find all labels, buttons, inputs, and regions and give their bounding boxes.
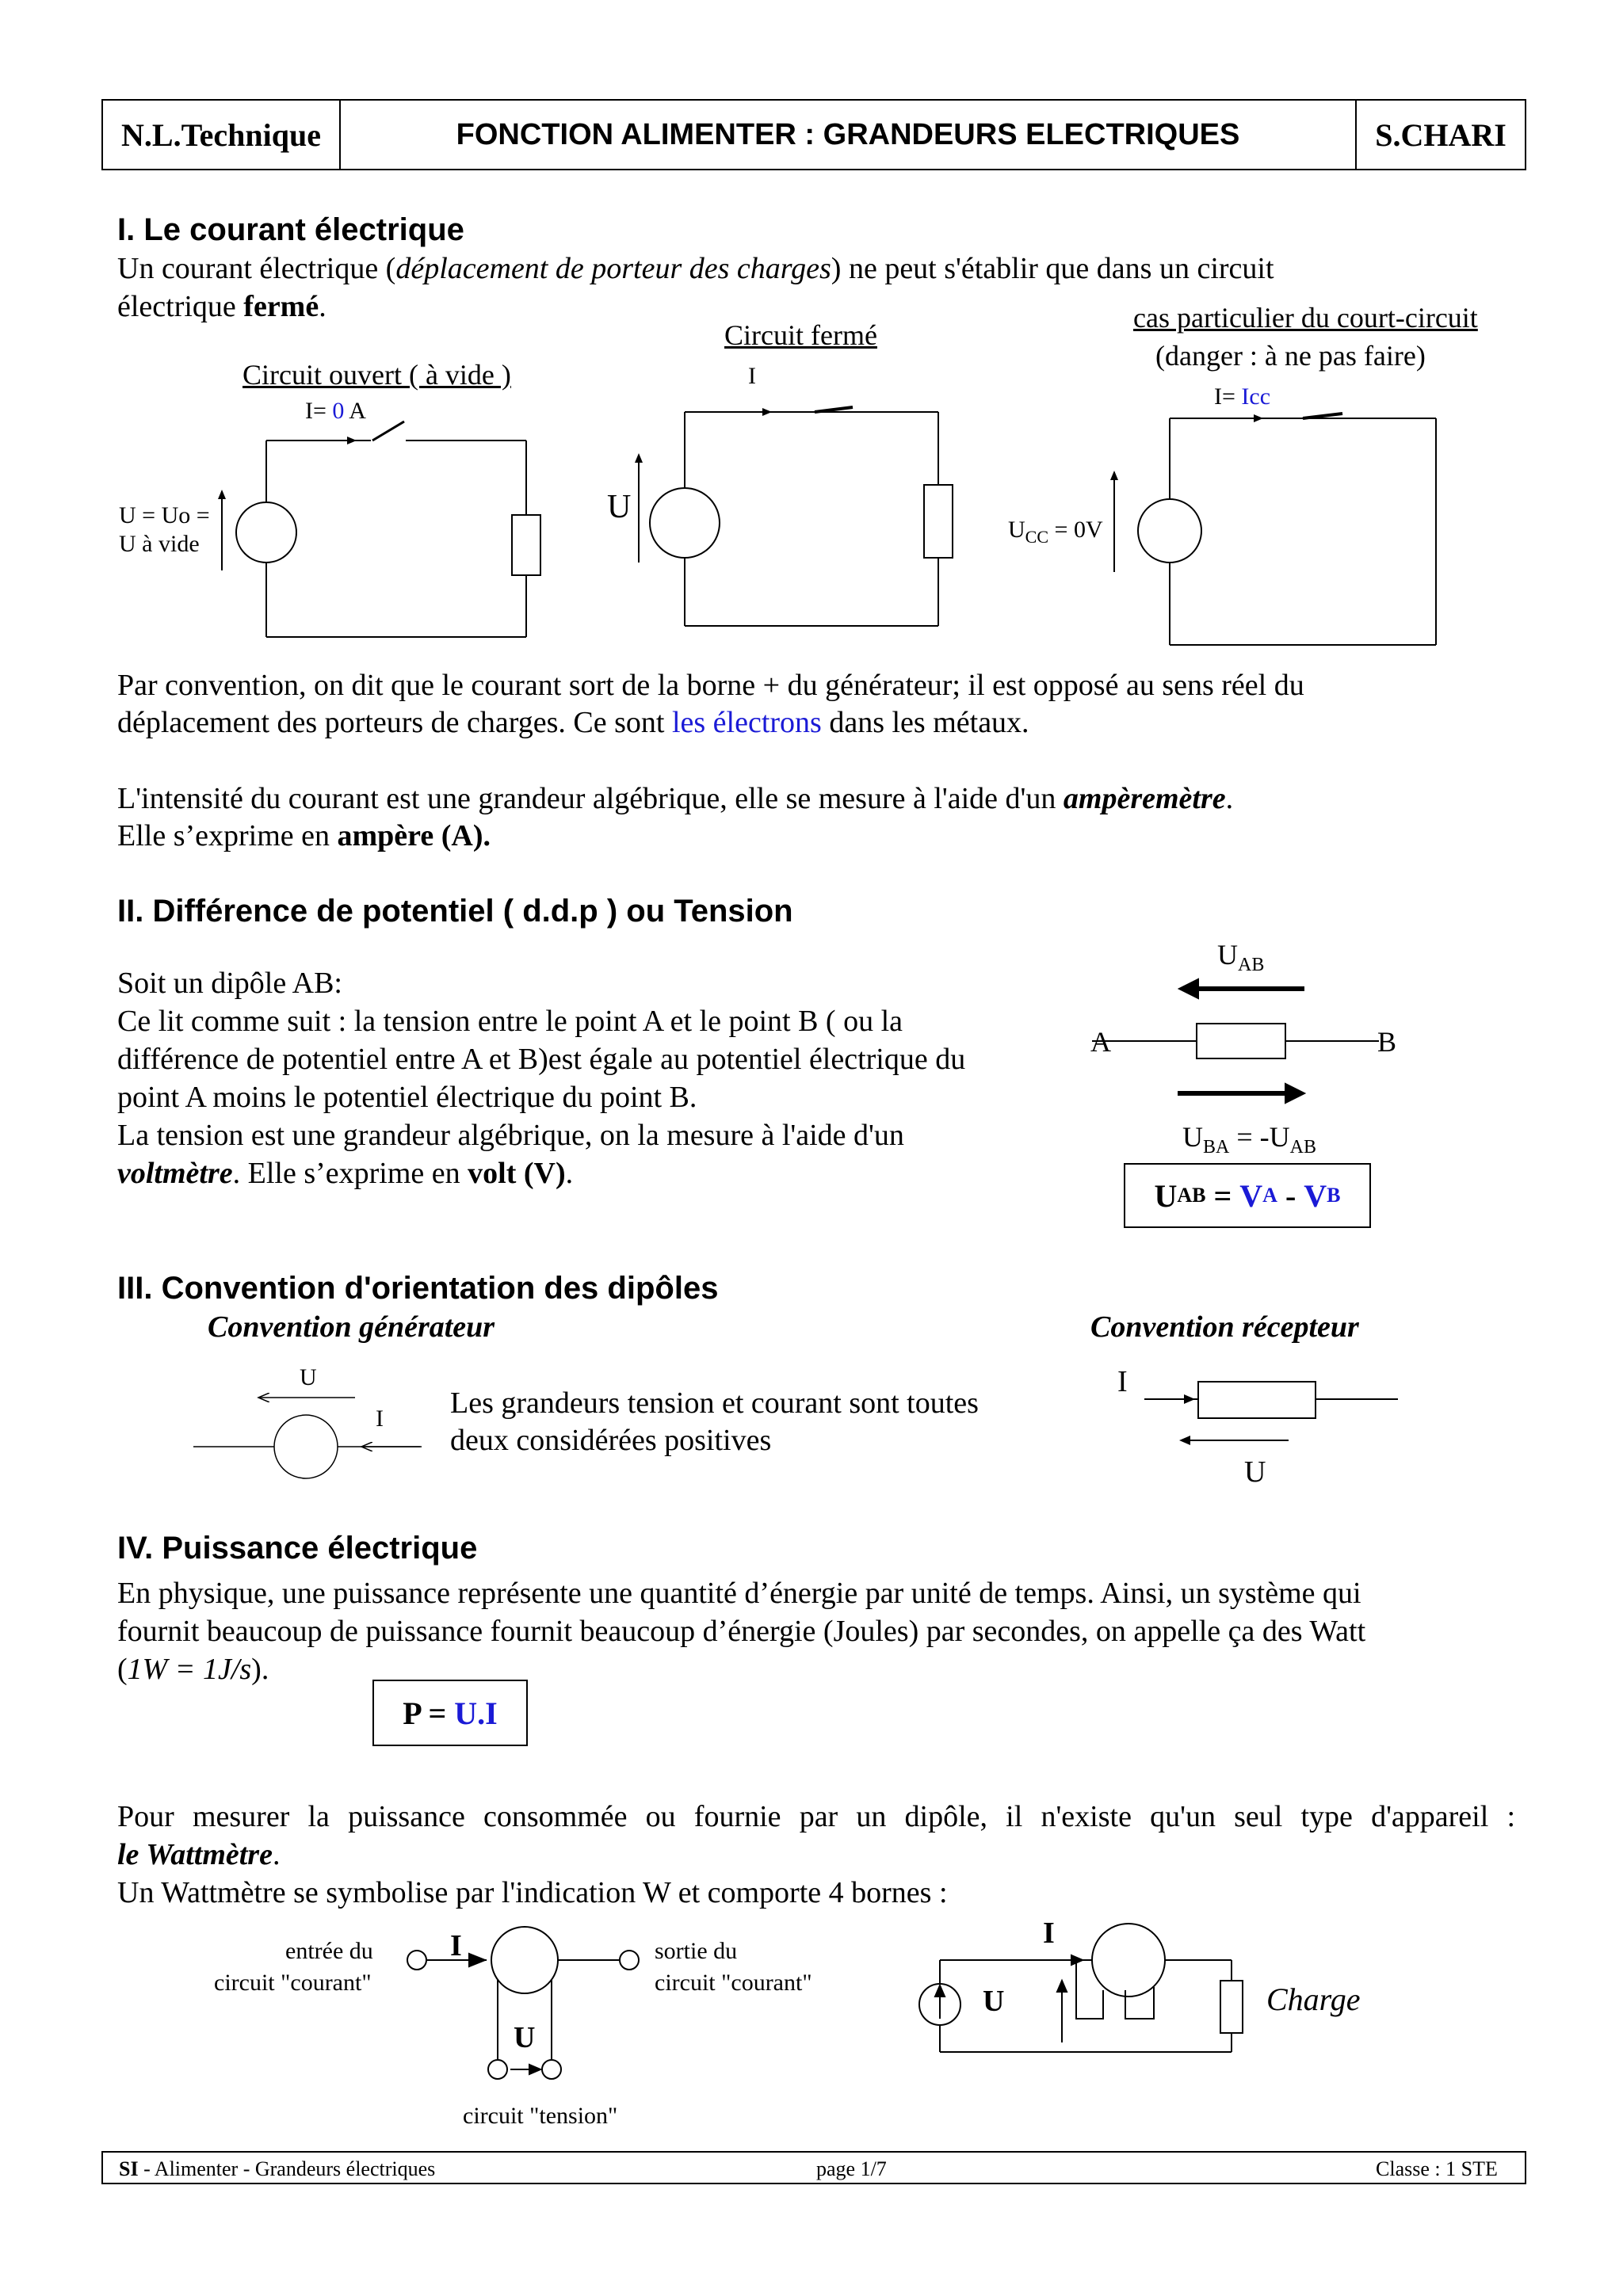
point-a-label: A (1090, 1026, 1111, 1058)
text: . (1225, 782, 1234, 815)
text: U (1182, 1121, 1203, 1153)
section3-title: III. Convention d'orientation des dipôles (117, 1271, 719, 1306)
section2-line5: La tension est une grandeur algébrique, on la mesure à l'aide d'un (117, 1119, 904, 1152)
header-title: FONCTION ALIMENTER : GRANDEURS ELECTRIQUES (456, 117, 1240, 151)
text-blue: V (1304, 1177, 1327, 1214)
text: dans les métaux. (821, 706, 1029, 739)
convention-recepteur-title: Convention récepteur (1090, 1310, 1359, 1344)
section2-line1: Soit un dipôle AB: (117, 967, 342, 1000)
header-school: N.L.Technique (103, 101, 341, 169)
text: Elle s’exprime en (117, 819, 338, 852)
watt-out-line1: sortie du (655, 1938, 738, 1964)
rec-i-label: I (1117, 1365, 1128, 1398)
text: déplacement des porteurs de charges. Ce sont (117, 706, 672, 739)
circuit-open-voltage-line2: U à vide (119, 531, 200, 557)
circuit-open-voltage-line1: U = Uo = (119, 502, 210, 528)
section4-line1: En physique, une puissance représente une quantité d’énergie par unité de temps. Ainsi, un système qui (117, 1577, 1361, 1610)
text: = (1205, 1177, 1240, 1214)
circuit-short-warning: (danger : à ne pas faire) (1155, 340, 1426, 372)
text-blue: 0 (332, 398, 345, 424)
watt-tension-label: circuit "tension" (463, 2103, 618, 2129)
text: U (1154, 1177, 1178, 1214)
text: ( (117, 1653, 128, 1686)
section4-line4: Pour mesurer la puissance consommée ou fournie par un dipôle, il n'existe qu'un seul type d'appareil : (117, 1800, 1515, 1833)
text: U (1008, 517, 1025, 543)
text-bold: fermé (243, 290, 319, 323)
text-sub: AB (1289, 1137, 1316, 1158)
text-blue: V (1239, 1177, 1263, 1214)
text: A (344, 398, 366, 424)
text: L'intensité du courant est une grandeur algébrique, elle se mesure à l'aide d'un (117, 782, 1064, 815)
text-bold: ampère (A). (337, 819, 491, 852)
section1-title: I. Le courant électrique (117, 212, 464, 247)
footer-left (119, 2157, 435, 2181)
circuit-closed-title: Circuit fermé (724, 319, 877, 351)
text: ). (251, 1653, 269, 1686)
watt-u-label: U (514, 2021, 536, 2054)
text-blue: les électrons (671, 706, 822, 739)
section2-title: II. Différence de potentiel ( d.d.p ) ou Tension (117, 894, 793, 929)
charge-label: Charge (1266, 1981, 1361, 2017)
text: . Elle s’exprime en (232, 1157, 468, 1190)
section2-line4: point A moins le potentiel électrique du point B. (117, 1081, 697, 1114)
text-blue: Icc (1241, 383, 1271, 410)
watt-out-line2: circuit "courant" (655, 1970, 812, 1996)
point-b-label: B (1377, 1026, 1397, 1058)
watt-i-label: I (450, 1929, 462, 1962)
convention-text-line1: Les grandeurs tension et courant sont toutes (450, 1386, 979, 1420)
text-bold-italic: voltmètre (117, 1157, 233, 1190)
footer (101, 2151, 1526, 2184)
text-bold: volt (V) (468, 1157, 566, 1190)
text-sub: AB (1177, 1184, 1206, 1207)
convention-text-line2: deux considérées positives (450, 1424, 772, 1457)
text: . (319, 290, 327, 323)
rec-u-label: U (1244, 1455, 1266, 1489)
section1-paragraph2-line1: Par convention, on dit que le courant sort de la borne + du générateur; il est opposé au sens réel du (117, 669, 1304, 702)
text: I= (1214, 383, 1242, 410)
footer-page: page 1/7 (816, 2157, 887, 2180)
text-sub: B (1327, 1184, 1341, 1207)
text-bold-italic: le Wattmètre (117, 1838, 273, 1871)
text-bold: SI (119, 2157, 139, 2180)
text: = 0V (1048, 517, 1103, 543)
footer-class: Classe : 1 STE (1376, 2157, 1498, 2180)
text-sub: AB (1238, 955, 1265, 976)
section4-title: IV. Puissance électrique (117, 1531, 478, 1566)
text: - Alimenter - Grandeurs électriques (138, 2157, 436, 2180)
watt2-i-label: I (1043, 1917, 1055, 1950)
text: Un courant électrique ( (117, 252, 396, 285)
watt-in-line2: circuit "courant" (214, 1970, 372, 1996)
text-italic: déplacement de porteur des charges (395, 252, 831, 285)
text: . (272, 1838, 281, 1871)
text: - (1277, 1177, 1304, 1214)
watt2-u-label: U (983, 1985, 1005, 2018)
text-italic: 1W = 1J/s (127, 1653, 252, 1686)
circuit-open-title: Circuit ouvert ( à vide ) (242, 359, 511, 391)
circuit-closed-voltage: U (607, 489, 632, 525)
watt-in-line1: entrée du (285, 1938, 373, 1964)
text: . (565, 1157, 574, 1190)
text-blue: U.I (454, 1695, 498, 1731)
text: électrique (117, 290, 244, 323)
text-sub: BA (1203, 1137, 1230, 1158)
text: U (1217, 939, 1238, 971)
text-sub: A (1262, 1184, 1277, 1207)
section4-line2: fournit beaucoup de puissance fournit beaucoup d’énergie (Joules) par secondes, on appelle ça des Watt (117, 1615, 1366, 1648)
text: P = (403, 1695, 455, 1731)
section2-line3: différence de potentiel entre A et B)est égale au potentiel électrique du (117, 1043, 966, 1076)
text: = -U (1229, 1121, 1290, 1153)
header-author: S.CHARI (1355, 101, 1525, 169)
section4-line6: Un Wattmètre se symbolise par l'indication W et comporte 4 bornes : (117, 1876, 948, 1909)
text-bold-italic: ampèremètre (1063, 782, 1226, 815)
gen-i-label: I (376, 1405, 384, 1432)
text-sub: CC (1025, 527, 1049, 547)
convention-generateur-title: Convention générateur (208, 1310, 495, 1344)
text: I= (305, 398, 333, 424)
gen-u-label: U (300, 1364, 317, 1390)
circuit-short-title: cas particulier du court-circuit (1133, 302, 1478, 334)
section2-line2: Ce lit comme suit : la tension entre le point A et le point B ( ou la (117, 1005, 903, 1038)
circuit-closed-current: I (748, 363, 756, 389)
text: ) ne peut s'établir que dans un circuit (831, 252, 1274, 285)
